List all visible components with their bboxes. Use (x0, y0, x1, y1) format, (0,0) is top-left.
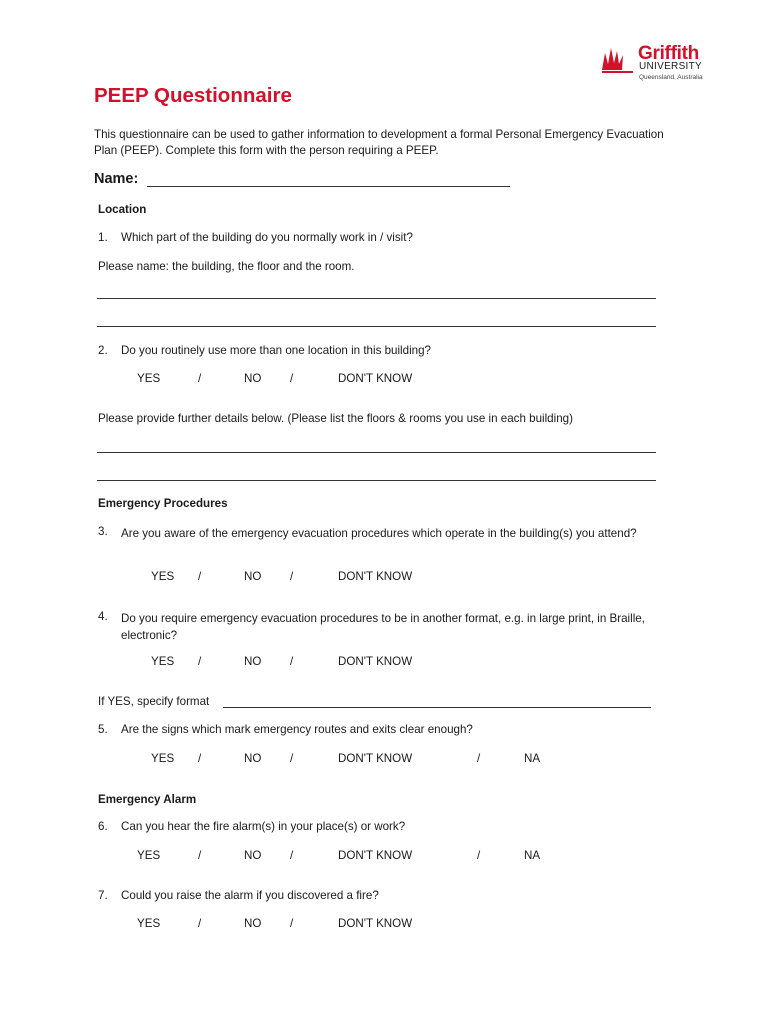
logo-tagline: Queensland, Australia (639, 74, 703, 81)
q6-no[interactable]: NO (244, 849, 262, 862)
q3-no[interactable]: NO (244, 570, 262, 583)
q3-dont-know[interactable]: DON'T KNOW (338, 570, 413, 583)
q4-text: Do you require emergency evacuation procedures to be in another format, e.g. in large print, in Braille, electronic? (121, 612, 645, 642)
q2-no[interactable]: NO (244, 372, 262, 385)
q1-instruction: Please name: the building, the floor and the room. (98, 260, 355, 273)
q1-text: Which part of the building do you normally work in / visit? (121, 231, 413, 244)
q2-slash-1: / (198, 372, 202, 385)
q4-format-label: If YES, specify format (98, 695, 210, 708)
griffith-logo (601, 44, 713, 86)
name-field[interactable] (147, 186, 510, 187)
q3-slash-1: / (198, 570, 202, 583)
q2-yes[interactable]: YES (137, 372, 161, 385)
name-label: Name: (94, 171, 139, 187)
section-procedures: Emergency Procedures (98, 497, 228, 510)
q5-slash-2: / (290, 752, 294, 765)
q1-number: 1. (98, 231, 108, 244)
q2-instruction: Please provide further details below. (Please list the floors & rooms you use in each building) (98, 412, 573, 425)
q4-yes[interactable]: YES (151, 655, 175, 668)
q7-slash-2: / (290, 917, 294, 930)
q6-dont-know[interactable]: DON'T KNOW (338, 849, 413, 862)
q1-answer-line-2[interactable] (97, 326, 656, 327)
q2-slash-2: / (290, 372, 294, 385)
page-title: PEEP Questionnaire (94, 84, 292, 107)
q6-slash-2: / (290, 849, 294, 862)
q5-na[interactable]: NA (524, 752, 541, 765)
q2-dont-know[interactable]: DON'T KNOW (338, 372, 413, 385)
q4-no[interactable]: NO (244, 655, 262, 668)
q3-yes[interactable]: YES (151, 570, 175, 583)
section-alarm: Emergency Alarm (98, 793, 197, 806)
q4-number: 4. (98, 610, 108, 623)
intro-text: This questionnaire can be used to gather information to development a formal Personal Emergency Evacuation Plan (PEEP). Complete this form with the person requiring a PEEP. (94, 128, 664, 157)
q6-na[interactable]: NA (524, 849, 541, 862)
q6-yes[interactable]: YES (137, 849, 161, 862)
q7-yes[interactable]: YES (137, 917, 161, 930)
q4-dont-know[interactable]: DON'T KNOW (338, 655, 413, 668)
q7-no[interactable]: NO (244, 917, 262, 930)
q5-no[interactable]: NO (244, 752, 262, 765)
q6-text: Can you hear the fire alarm(s) in your place(s) or work? (121, 820, 406, 833)
q4-slash-1: / (198, 655, 202, 668)
q2-answer-line-2[interactable] (97, 480, 656, 481)
q4-format-field[interactable] (223, 707, 651, 708)
q6-slash-3: / (477, 849, 481, 862)
q5-number: 5. (98, 723, 108, 736)
q3-text: Are you aware of the emergency evacuation procedures which operate in the building(s) you attend? (121, 527, 637, 540)
q5-text: Are the signs which mark emergency routes and exits clear enough? (121, 723, 473, 736)
q7-text: Could you raise the alarm if you discovered a fire? (121, 889, 379, 902)
q3-number: 3. (98, 525, 108, 538)
q4-slash-2: / (290, 655, 294, 668)
q2-text: Do you routinely use more than one location in this building? (121, 344, 432, 357)
section-location: Location (98, 203, 147, 216)
q5-yes[interactable]: YES (151, 752, 175, 765)
logo-university: UNIVERSITY (639, 61, 703, 72)
q6-number: 6. (98, 820, 108, 833)
q6-slash-1: / (198, 849, 202, 862)
q7-number: 7. (98, 889, 108, 902)
q5-slash-1: / (198, 752, 202, 765)
q7-slash-1: / (198, 917, 202, 930)
logo-name: Griffith (638, 43, 699, 64)
q2-number: 2. (98, 344, 108, 357)
q2-answer-line-1[interactable] (97, 452, 656, 453)
q5-slash-3: / (477, 752, 481, 765)
q7-dont-know[interactable]: DON'T KNOW (338, 917, 413, 930)
q1-answer-line-1[interactable] (97, 298, 656, 299)
q5-dont-know[interactable]: DON'T KNOW (338, 752, 413, 765)
q3-slash-2: / (290, 570, 294, 583)
